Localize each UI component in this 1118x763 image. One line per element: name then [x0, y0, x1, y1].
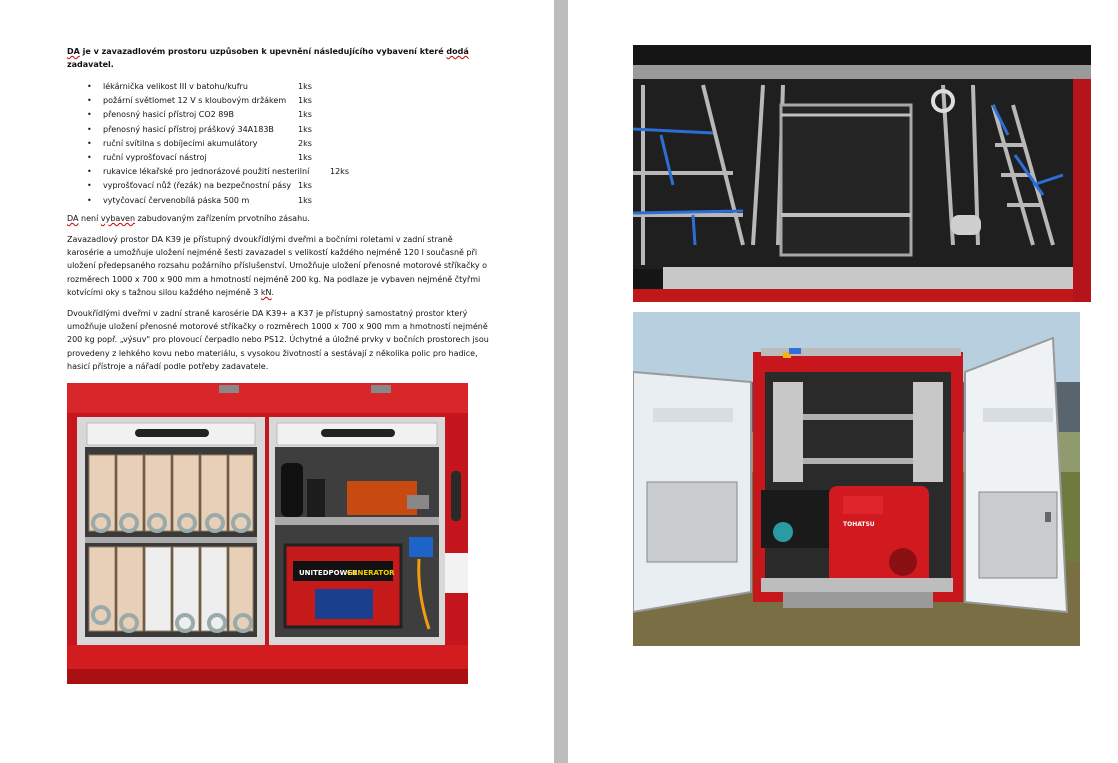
photo-truck-compartments-graphic [67, 383, 468, 684]
photo-rear-compartment-interior [633, 45, 1091, 302]
pump-label-text: TOHATSU [843, 521, 875, 528]
item-quantity: 1ks [298, 110, 312, 120]
photo-rear-compartment-graphic [633, 45, 1091, 302]
page-gap [554, 0, 568, 763]
list-item: • ruční vyprošťovací nástroj 1ks [67, 151, 492, 165]
generator-brand-text: UNITEDPOWER [299, 569, 358, 577]
photo-van-rear-graphic [633, 312, 1080, 646]
equipment-list [67, 80, 492, 208]
paragraph-k39plus-k37: Dvoukřídlými dveřmi v zadní straně karosérie DA K39+ a K37 je přístupný samostatný prostor který umožňuje uložení přenosné motorové stříkačky o rozměrech 1000 x 700 x 900 mm a hmotností nejméně 200 kg popř. „výsuv" pro plovoucí čerpadlo nebo PS12. Úchytné a úložné prvky v bočních prostorech jsou provedeny z lehkého kovu nebo materiálu, s vysokou životností a sestávají z několika polic pro hadice, hasicí přístroje a nářadí podle potřeby zadavatele. [67, 309, 489, 371]
heading-text-end: zadavatel. [67, 60, 114, 70]
heading-text: je v zavazadlovém prostoru uzpůsoben k upevnění následujícího vybavení které [79, 47, 447, 56]
heading-spellcheck-word: dodá [446, 47, 469, 56]
item-quantity: 1ks [298, 96, 312, 106]
item-quantity: 12ks [330, 167, 349, 177]
item-quantity: 1ks [298, 124, 312, 134]
photo-truck-compartments [67, 383, 468, 684]
document-page-left [0, 0, 554, 763]
list-item: • rukavice lékařské pro jednorázové použití nesterilní 12ks [67, 165, 492, 179]
list-item: • přenosný hasicí přístroj práškový 34A183B 1ks [67, 123, 492, 137]
list-item: • vyprošťovací nůž (řezák) na bezpečnostní pásy 1ks [67, 179, 492, 193]
list-item: • vytyčovací červenobílá páska 500 m 1ks [67, 194, 492, 208]
list-item: • lékárnička velikost III v batohu/kufru 1ks [67, 80, 492, 94]
generator-label-text: GENERATOR [347, 569, 395, 577]
paragraph-k39: Zavazadlový prostor DA K39 je přístupný dvoukřídlými dveřmi a bočními roletami v zadní straně karosérie a umožňuje uložení nejméně šesti zavazadel s velikostí každého nejméně 120 l současně při uložení předepsaného rozsahu požárního příslušenství. Umožňuje uložení přenosné motorové stříkačky o rozměrech 1000 x 700 x 900 mm a hmotností nejméně 200 kg. Na podlaze je vybaven nejméně čtyřmi kotvícími oky s tažnou silou každého nejméně 3 kN. [67, 235, 487, 297]
list-item: • požární světlomet 12 V s kloubovým držákem 1ks [67, 94, 492, 108]
item-quantity: 1ks [298, 181, 312, 191]
item-quantity: 1ks [298, 82, 312, 91]
list-item: • přenosný hasicí přístroj CO2 89B 1ks [67, 108, 492, 122]
photo-van-rear-with-pump [633, 312, 1080, 646]
item-quantity: 2ks [298, 138, 312, 148]
section-heading [67, 45, 492, 71]
item-quantity: 1ks [298, 195, 312, 205]
heading-da-abbrev: DA [67, 47, 80, 56]
paragraph-no-equipment: DA není vybaven zabudovaným zařízením prvotního zásahu. [67, 214, 310, 223]
list-item: • ruční svítilna s dobíjecími akumulátory 2ks [67, 137, 492, 151]
item-quantity: 1ks [298, 152, 312, 162]
